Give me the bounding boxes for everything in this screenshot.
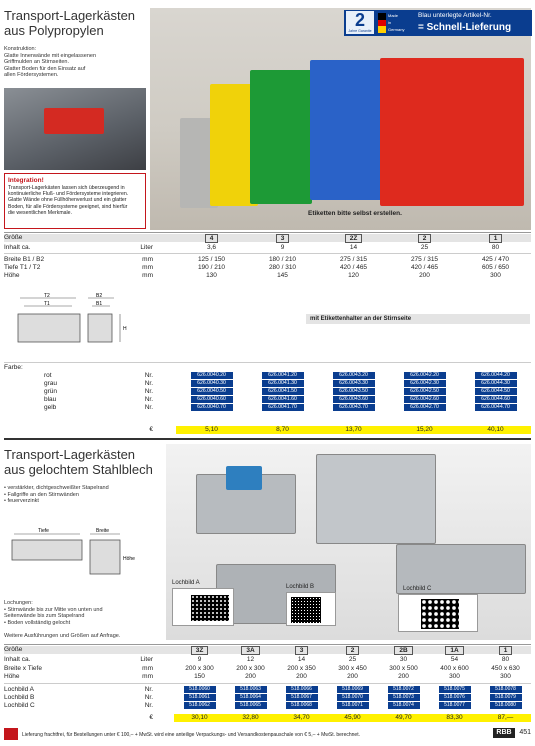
unit: Nr. bbox=[144, 702, 153, 709]
hole-pattern-a bbox=[172, 580, 234, 626]
article-number: 626.0041.60 bbox=[262, 396, 304, 403]
size-value: 3 bbox=[295, 646, 309, 655]
size-value: 1 bbox=[499, 646, 513, 655]
section1-title-line2: aus Polypropylen bbox=[4, 23, 104, 38]
article-number: 518.0080 bbox=[490, 702, 522, 709]
article-number: 626.0043.50 bbox=[333, 388, 375, 395]
price-value: 40,10 bbox=[487, 426, 504, 433]
height-label: Höhe bbox=[4, 272, 20, 279]
hole-pattern-a-label: Lochbild A bbox=[172, 580, 200, 586]
article-number: 626.0042.60 bbox=[404, 396, 446, 403]
height-unit: mm bbox=[142, 673, 153, 680]
size-value: 2B bbox=[394, 646, 412, 655]
unit: Nr. bbox=[144, 404, 153, 411]
width-depth-value: 400 x 600 bbox=[440, 665, 469, 672]
b1-label: B1 bbox=[96, 301, 103, 307]
dimension-diagram bbox=[14, 292, 134, 354]
size-values bbox=[176, 234, 531, 243]
depth-unit: mm bbox=[142, 264, 153, 271]
price-value: 49,70 bbox=[395, 714, 412, 721]
unit: Nr. bbox=[144, 380, 153, 387]
article-number: 626.0043.30 bbox=[333, 380, 375, 387]
color-row-green bbox=[4, 388, 531, 396]
features-list bbox=[4, 485, 109, 505]
price-value: 8,70 bbox=[276, 426, 289, 433]
construction-line: Glatter Boden für den Einsatz auf bbox=[4, 65, 86, 72]
hole-pattern-b-label: Lochbild B bbox=[286, 584, 315, 590]
color-row-red bbox=[4, 372, 531, 380]
footer-text: Lieferung frachtfrei, für Bestellungen unter € 100,– + MwSt. wird eine anteilige Verpackungs- und Versandkostenpauschale von € 5,– + MwSt. berechnet. bbox=[22, 732, 360, 738]
height-value: 120 bbox=[348, 272, 359, 279]
article-number: 518.0070 bbox=[337, 694, 369, 701]
width-depth-value: 200 x 300 bbox=[236, 665, 265, 672]
depth-value: 420 / 465 bbox=[410, 264, 439, 271]
depth-value: 420 / 465 bbox=[339, 264, 368, 271]
depth-value: 280 / 310 bbox=[268, 264, 297, 271]
hole-row-label: Lochbild A bbox=[4, 686, 34, 693]
integration-line: Glatte Wände ohne Füllhöhenverlust und ein glatter bbox=[8, 197, 127, 204]
size-row bbox=[4, 646, 531, 654]
divider bbox=[4, 232, 531, 233]
color-name: rot bbox=[44, 372, 52, 379]
article-number: 518.0072 bbox=[388, 686, 420, 693]
hole-pattern-b-icon bbox=[291, 597, 321, 623]
hole-row-a bbox=[4, 686, 531, 694]
height-value: 200 bbox=[398, 673, 409, 680]
red-bin-image bbox=[44, 108, 104, 134]
volume-unit: Liter bbox=[140, 244, 153, 251]
article-number: 626.0041.30 bbox=[262, 380, 304, 387]
unit: Nr. bbox=[144, 686, 153, 693]
h-label: H bbox=[123, 326, 127, 332]
article-number: 626.0040.50 bbox=[191, 388, 233, 395]
integration-title: Integration! bbox=[8, 177, 44, 184]
hole-pattern-a-icon bbox=[191, 595, 229, 621]
guarantee-badge bbox=[346, 11, 374, 34]
height-value: 300 bbox=[449, 673, 460, 680]
guarantee-label: Jahre Garantie bbox=[348, 29, 372, 33]
red-bin-image bbox=[380, 58, 524, 206]
article-number: 626.0040.60 bbox=[191, 396, 233, 403]
volume-value: 80 bbox=[491, 244, 500, 251]
section2-title bbox=[4, 447, 153, 477]
integration-line: Transport-Lagerkästen lassen sich überzeugend in bbox=[8, 185, 125, 191]
section2-title-line1: Transport-Lagerkästen bbox=[4, 447, 136, 462]
width-depth-value: 300 x 500 bbox=[389, 665, 418, 672]
steel-bin-image bbox=[316, 454, 436, 544]
feature-item: • Fallgriffe an den Stirnwänden bbox=[4, 491, 79, 498]
depth-label: Tiefe bbox=[38, 528, 49, 534]
volume-value: 3,6 bbox=[206, 244, 217, 251]
price-value: 45,90 bbox=[344, 714, 361, 721]
width-unit: mm bbox=[142, 256, 153, 263]
article-number: 626.0044.20 bbox=[475, 372, 517, 379]
construction-line: Griffmulden an Stirnseiten. bbox=[4, 59, 70, 66]
photo-caption: Etiketten bitte selbst erstellen. bbox=[308, 210, 402, 217]
article-number: 626.0042.30 bbox=[404, 380, 446, 387]
height-value: 200 bbox=[296, 673, 307, 680]
width-depth-value: 200 x 350 bbox=[287, 665, 316, 672]
price-unit: € bbox=[149, 714, 153, 721]
divider bbox=[4, 644, 531, 645]
hole-pattern-c-label: Lochbild C bbox=[403, 586, 432, 592]
volume-value: 9 bbox=[280, 244, 285, 251]
hole-pattern-b bbox=[286, 584, 336, 626]
article-number: 626.0042.20 bbox=[404, 372, 446, 379]
volume-value: 14 bbox=[297, 656, 306, 663]
size-label: Größe bbox=[4, 646, 23, 653]
color-row-yellow bbox=[4, 404, 531, 412]
color-name: blau bbox=[44, 396, 57, 403]
price-value: 83,30 bbox=[446, 714, 463, 721]
blue-bin-image bbox=[310, 60, 382, 200]
height-value: 300 bbox=[500, 673, 511, 680]
width-row bbox=[4, 256, 531, 264]
size-value: 2 bbox=[346, 646, 360, 655]
further-versions-note: Weitere Ausführungen und Größen auf Anfrage. bbox=[4, 633, 121, 639]
article-number: 518.0071 bbox=[337, 702, 369, 709]
article-number: 518.0079 bbox=[490, 694, 522, 701]
width-value: 275 / 315 bbox=[339, 256, 368, 263]
price-unit: € bbox=[149, 426, 153, 433]
blue-tray-image bbox=[226, 466, 262, 490]
unit: Nr. bbox=[144, 694, 153, 701]
unit: Nr. bbox=[144, 396, 153, 403]
color-label: Farbe: bbox=[4, 364, 23, 371]
article-number: 626.0040.70 bbox=[191, 404, 233, 411]
article-number: 518.0063 bbox=[235, 686, 267, 693]
height-row bbox=[4, 673, 531, 681]
article-number: 518.0076 bbox=[439, 694, 471, 701]
size-value: 4 bbox=[205, 234, 219, 243]
volume-value: 54 bbox=[450, 656, 459, 663]
conveyor-photo bbox=[4, 88, 146, 170]
construction-line: allen Fördersystemen. bbox=[4, 72, 59, 79]
size-value: 1A bbox=[445, 646, 463, 655]
volume-value: 30 bbox=[399, 656, 408, 663]
volume-value: 25 bbox=[348, 656, 357, 663]
badge-line2: = Schnell-Lieferung bbox=[418, 22, 512, 33]
size-value: 2 bbox=[418, 234, 432, 243]
article-number: 518.0062 bbox=[184, 702, 216, 709]
divider bbox=[4, 362, 531, 363]
article-number: 518.0060 bbox=[184, 686, 216, 693]
flag-label: Germany bbox=[388, 27, 405, 32]
article-number: 626.0042.70 bbox=[404, 404, 446, 411]
depth-label: Tiefe T1 / T2 bbox=[4, 264, 41, 271]
hole-pattern-c bbox=[398, 586, 478, 632]
feature-item: • feuerverzinkt bbox=[4, 498, 39, 505]
volume-value: 25 bbox=[420, 244, 429, 251]
width-value: 275 / 315 bbox=[410, 256, 439, 263]
hole-row-label: Lochbild C bbox=[4, 702, 35, 709]
hole-pattern-c-icon bbox=[421, 599, 459, 629]
quick-delivery-badge bbox=[344, 10, 532, 36]
label-holder-note: mit Etikettenhalter an der Stirnseite bbox=[306, 314, 530, 324]
article-number: 518.0064 bbox=[235, 694, 267, 701]
article-number: 518.0074 bbox=[388, 702, 420, 709]
price-value: 13,70 bbox=[345, 426, 362, 433]
height-value: 150 bbox=[194, 673, 205, 680]
divider bbox=[4, 253, 531, 254]
steel-dimension-diagram bbox=[4, 526, 146, 582]
price-value: 87,— bbox=[497, 714, 514, 721]
flag-label: in bbox=[388, 20, 392, 25]
article-number: 626.0041.70 bbox=[262, 404, 304, 411]
height-label: Höhe bbox=[123, 556, 135, 562]
size-value: 3A bbox=[241, 646, 259, 655]
height-unit: mm bbox=[142, 272, 153, 279]
article-number: 518.0069 bbox=[337, 686, 369, 693]
width-value: 425 / 470 bbox=[481, 256, 510, 263]
flag-label: Made bbox=[388, 13, 399, 18]
price-value: 30,10 bbox=[191, 714, 208, 721]
unit: Nr. bbox=[144, 388, 153, 395]
height-value: 200 bbox=[419, 272, 430, 279]
width-depth-unit: mm bbox=[142, 665, 153, 672]
color-name: grün bbox=[44, 388, 58, 395]
integration-box bbox=[4, 173, 146, 229]
volume-label: Inhalt ca. bbox=[4, 244, 31, 251]
guarantee-number: 2 bbox=[354, 10, 365, 30]
integration-line: Boden, für alle Fördersysteme geeignet, sind hierfür bbox=[8, 203, 128, 210]
article-number: 518.0065 bbox=[235, 702, 267, 709]
height-value: 300 bbox=[490, 272, 501, 279]
color-name: grau bbox=[44, 380, 58, 387]
rbb-logo: RBB bbox=[493, 728, 515, 738]
width-label: Breite B1 / B2 bbox=[4, 256, 45, 263]
volume-value: 9 bbox=[197, 656, 202, 663]
article-number: 518.0066 bbox=[286, 686, 318, 693]
color-heading bbox=[4, 364, 531, 372]
hole-row-b bbox=[4, 694, 531, 702]
badge-line1: Blau unterlegte Artikel-Nr. bbox=[418, 12, 492, 19]
height-label: Höhe bbox=[4, 673, 20, 680]
feature-item: • verstärkter, dichtgeschweißter Stapelrand bbox=[4, 485, 109, 491]
price-value: 5,10 bbox=[205, 426, 218, 433]
b2-label: B2 bbox=[96, 293, 103, 299]
article-number: 626.0042.50 bbox=[404, 388, 446, 395]
perforation-notes bbox=[4, 600, 103, 626]
article-number: 626.0040.20 bbox=[191, 372, 233, 379]
volume-label: Inhalt ca. bbox=[4, 656, 31, 663]
volume-row bbox=[4, 244, 531, 252]
article-number: 626.0043.60 bbox=[333, 396, 375, 403]
t2-label: T2 bbox=[44, 293, 50, 299]
price-value: 32,80 bbox=[242, 714, 259, 721]
hole-row-label: Lochbild B bbox=[4, 694, 35, 701]
price-row bbox=[4, 426, 531, 434]
size-value: 2Z bbox=[345, 234, 363, 243]
article-number: 626.0044.30 bbox=[475, 380, 517, 387]
unit: Nr. bbox=[144, 372, 153, 379]
width-depth-value: 450 x 630 bbox=[491, 665, 520, 672]
height-value: 130 bbox=[206, 272, 217, 279]
construction-line: Konstruktion: bbox=[4, 46, 37, 52]
perforation-line: • Stirnwände bis zur Mitte von unten und bbox=[4, 606, 103, 613]
construction-line: Glatte Innenwände mit eingelassenen bbox=[4, 52, 97, 59]
depth-value: 190 / 210 bbox=[197, 264, 226, 271]
article-number: 518.0075 bbox=[439, 686, 471, 693]
size-row bbox=[4, 234, 531, 242]
perforation-line: • Boden vollständig gelocht bbox=[4, 619, 71, 626]
size-label: Größe bbox=[4, 234, 23, 241]
width-value: 180 / 210 bbox=[268, 256, 297, 263]
article-number: 626.0044.50 bbox=[475, 388, 517, 395]
section1-title bbox=[4, 8, 135, 38]
width-depth-value: 200 x 300 bbox=[185, 665, 214, 672]
size-value: 3Z bbox=[191, 646, 209, 655]
perforation-line: Seitenwände bis zum Stapelrand bbox=[4, 613, 85, 620]
article-number: 626.0041.50 bbox=[262, 388, 304, 395]
divider bbox=[4, 683, 531, 684]
article-number: 518.0077 bbox=[439, 702, 471, 709]
height-value: 145 bbox=[277, 272, 288, 279]
integration-line: die wesentlichen Merkmale. bbox=[8, 209, 73, 216]
article-number: 518.0078 bbox=[490, 686, 522, 693]
size-value: 1 bbox=[489, 234, 503, 243]
section2-title-line2: aus gelochtem Stahlblech bbox=[4, 462, 153, 477]
section1-title-line1: Transport-Lagerkästen bbox=[4, 8, 136, 23]
perforation-line: Lochungen: bbox=[4, 600, 33, 606]
depth-row bbox=[4, 264, 531, 272]
volume-row bbox=[4, 656, 531, 664]
price-row bbox=[4, 714, 531, 722]
height-row bbox=[4, 272, 531, 280]
article-number: 626.0040.30 bbox=[191, 380, 233, 387]
price-value: 34,70 bbox=[293, 714, 310, 721]
width-depth-row bbox=[4, 665, 531, 673]
article-number: 518.0061 bbox=[184, 694, 216, 701]
volume-value: 12 bbox=[246, 656, 255, 663]
page-number: 451 bbox=[519, 729, 531, 736]
volume-value: 14 bbox=[349, 244, 358, 251]
width-label: Breite bbox=[96, 528, 110, 534]
article-number: 626.0041.20 bbox=[262, 372, 304, 379]
article-number: 518.0073 bbox=[388, 694, 420, 701]
green-bin-image bbox=[250, 70, 312, 204]
construction-text bbox=[4, 46, 144, 79]
bins-photo bbox=[150, 8, 531, 230]
truck-icon bbox=[4, 728, 18, 740]
article-number: 518.0067 bbox=[286, 694, 318, 701]
depth-value: 605 / 650 bbox=[481, 264, 510, 271]
volume-unit: Liter bbox=[140, 656, 153, 663]
color-row-blue bbox=[4, 396, 531, 404]
color-row-grey bbox=[4, 380, 531, 388]
article-number: 518.0068 bbox=[286, 702, 318, 709]
article-number: 626.0044.70 bbox=[475, 404, 517, 411]
width-value: 125 / 150 bbox=[197, 256, 226, 263]
price-value: 15,20 bbox=[416, 426, 433, 433]
article-number: 626.0043.70 bbox=[333, 404, 375, 411]
width-depth-value: 300 x 450 bbox=[338, 665, 367, 672]
height-value: 200 bbox=[347, 673, 358, 680]
germany-flag-icon bbox=[378, 13, 386, 33]
t1-label: T1 bbox=[44, 301, 50, 307]
hole-row-c bbox=[4, 702, 531, 710]
section-divider bbox=[4, 438, 531, 440]
height-value: 200 bbox=[245, 673, 256, 680]
volume-value: 80 bbox=[501, 656, 510, 663]
article-number: 626.0044.60 bbox=[475, 396, 517, 403]
color-name: gelb bbox=[44, 404, 57, 411]
integration-line: kontinuierliche Fluß- und Fördersysteme integrieren. bbox=[8, 191, 129, 198]
width-depth-label: Breite x Tiefe bbox=[4, 665, 42, 672]
size-value: 3 bbox=[276, 234, 290, 243]
article-number: 626.0043.20 bbox=[333, 372, 375, 379]
